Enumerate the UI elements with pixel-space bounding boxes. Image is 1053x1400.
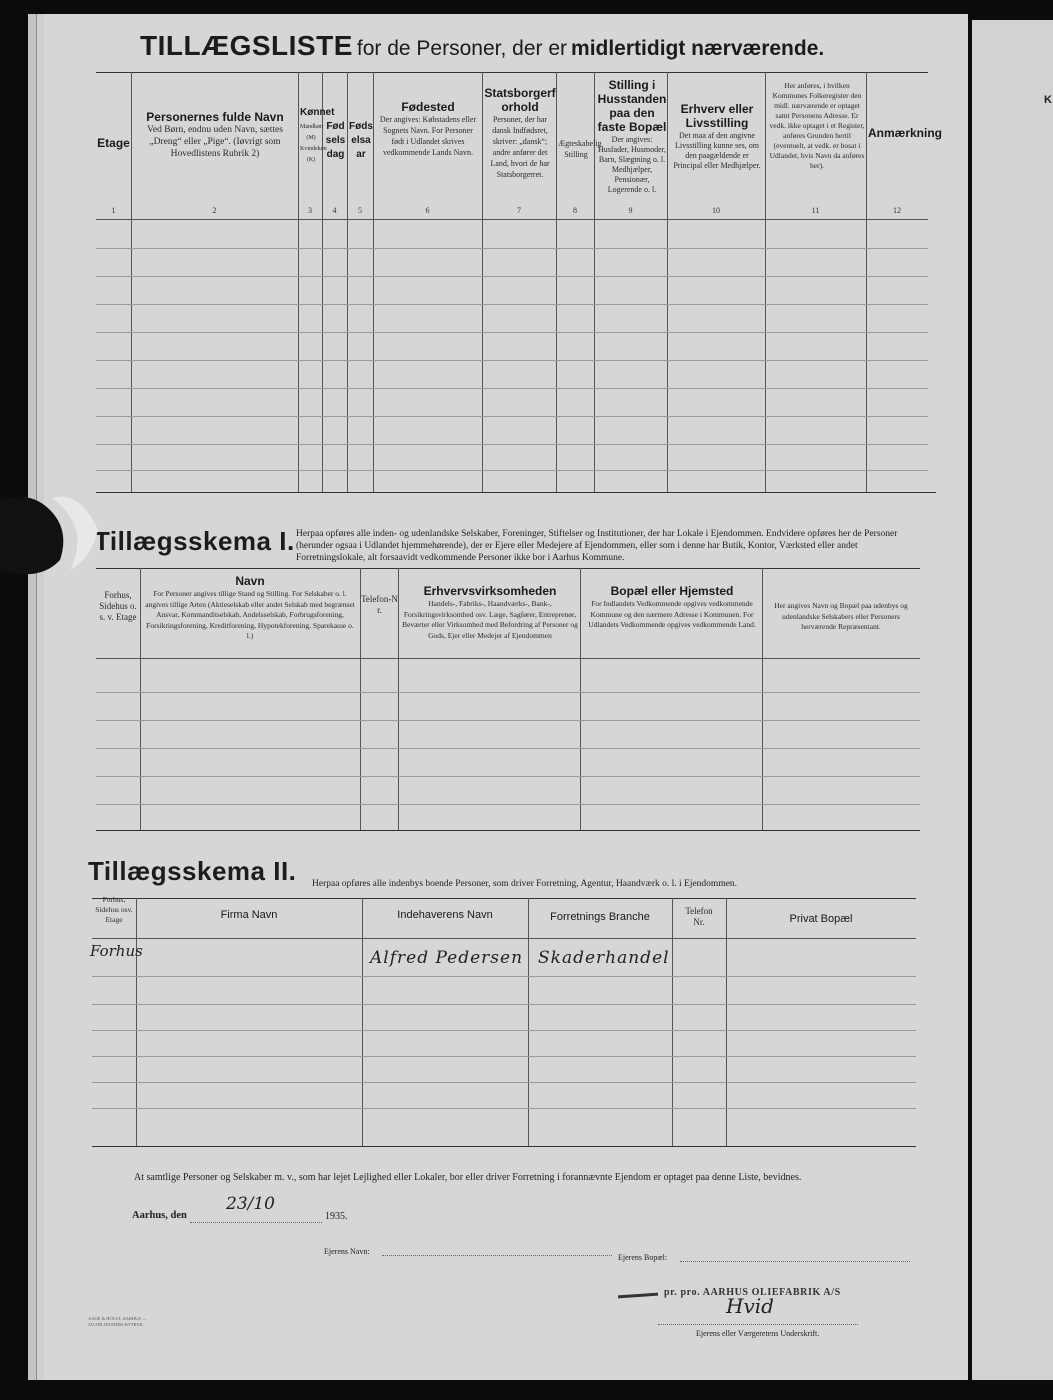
col-anmaerkning: Anmærkning — [868, 126, 943, 140]
s2-row1-indehaver: Alfred Pedersen — [370, 948, 524, 968]
date-handwritten: 23/10 — [226, 1194, 275, 1214]
declaration: At samtlige Personer og Selskaber m. v., som har lejet Lejlighed eller Lokaler, bor eller driver Forretning i forannævnte Ejendom er optaget paa denne Liste, bevidnes. — [134, 1172, 802, 1183]
col-folkeregister: Her anføres, i hvilken Kommunes Folkeregister den midl. nærværende er optaget samt Personens Adresse. Er vedk. ikke optaget i et Register, anføres Grunden hertil (eventuelt, at vedk. er bosat i Udlandet, hvis Navn da anføres her). — [769, 81, 865, 170]
year: 1935. — [325, 1211, 348, 1222]
skema2-title: Tillægsskema II. — [88, 856, 297, 886]
signature-label: Ejerens eller Værgeretens Underskrift. — [696, 1329, 820, 1338]
col-foedselsdag: Fødselsdag — [325, 121, 346, 160]
company-stamp: pr. pro. AARHUS OLIEFABRIK A/S — [664, 1287, 841, 1298]
col-koennet: Kønnet Mandkøn (M) Kvindekøn (K) — [300, 107, 335, 163]
s2-col-telefon: Telefon Nr. — [685, 906, 713, 927]
s1-col-repraesentant: Her angives Navn og Bopæl paa udenbys og udenlandske Selskabers eller Personers herværende Repræsentant. — [774, 601, 908, 631]
col-etage: Etage — [97, 136, 130, 150]
s2-row1-etage: Forhus — [90, 942, 143, 960]
s2-col-bopael: Privat Bopæl — [789, 913, 853, 925]
facing-page: K — [972, 20, 1053, 1380]
page-title: TILLÆGSLISTE for de Personer, der er midlertidigt nærværende. — [140, 30, 825, 61]
s2-col-etage: Forhus, Sidehus osv. Etage — [95, 895, 133, 924]
s2-col-branche: Forretnings Branche — [550, 911, 650, 923]
col-foedested: Fødested Der angives: Købstadens eller Sognets Navn. For Personer født i Udlandet skrives vedkommende Lands Navn. — [379, 100, 477, 157]
printer-imprint: AAGE & HOLST, AARHUS — JACOB ZEUNERS BYTRYK — [88, 1316, 147, 1327]
col-statsborger: Statsborgerforhold Personer, der har dansk Indfødsret, skriver: „dansk“; andre anfører det Land, hvori de har Statsborgerret. — [484, 86, 556, 179]
s1-col-erhverv: Erhvervsvirksomheden Handels-, Fabriks-, Haandværks-, Bank-, Forsikringsvirksomhed osv. Læge, Sagfører, Entreprenør, Beværter eller Virksomhed med Befordring af Personer og Gods, Ejer eller Medejer af Ejendommen — [402, 584, 578, 640]
s2-col-indehaver: Indehaverens Navn — [397, 909, 493, 921]
city-label: Aarhus, den — [132, 1210, 187, 1221]
skema1-title: Tillægsskema I. — [94, 526, 295, 556]
page-edge — [28, 14, 37, 1380]
s1-col-bopael: Bopæl eller Hjemsted For Indlandets Vedkommende opgives vedkommende Kommune og den nærmere Adresse i Kommunen. For Udlandets Vedkommende opgives vedkommende Land. — [588, 584, 756, 629]
s1-col-navn: Navn For Personer angives tillige Stand og Stilling. For Selskaber o. l. angives tillige Arten (Aktieselskab eller andet Selskab med begrænset Ansvar, Kommanditselskab, Andelsselskab, Forbrugsforening, Forsikringsforening, Kreditforening, Hypotekforening, Sparekasse o. l.) — [145, 574, 355, 640]
col-stilling-husstand: Stilling i Husstanden paa den faste Bopæl Der angives: Husfader, Husmoder, Barn, Slægtning o. l. Medhjælper, Pensionær, Logerende o. l. — [597, 78, 667, 194]
col-aegteskab: Ægteskabelig Stilling — [558, 139, 602, 159]
form-page: TILLÆGSLISTE for de Personer, der er midlertidigt nærværende. Etage Personernes fulde Navn Ved Børn, endnu uden Navn, sættes „Dreng“ eller „Pige“. (Iøvrigt som Hovedlistens Rubrik 2) Kønnet Mandkøn (M) Kvindekøn (K) Fødselsdag Fødselsaar Fødested Der angives: Købstadens eller Sognets Navn. For Personer født i Udlandet skrives vedkommende Lands Navn. Statsborgerforhold Personer, der har dansk Indfødsret, skriver: „dansk“; andre anfører det Land, hvori de har Statsborgerret. Ægteskabelig Stilling Stilling i Husstanden paa den faste Bopæl Der angives: Husfader, Husmoder, Barn, Slægtning o. l. Medhjælper, Pensionær, Logerende o. l. Erhverv eller Livsstilling Det maa af den angivne Livsstilling kunne ses, om den paagældende er Principal eller Medhjælper. Her anføres, i hvilken Kommunes Folkeregister den midl. nærværende er optaget samt Personens Adresse. Er vedk. ikke optaget i et Register, anføres Grunden hertil (eventuelt, at vedk. er bosat i Udlandet, hvis Navn da anføres her). Anmærkning 1 2 3 4 5 6 7 8 9 10 11 12 Tillægsskema I. Herpaa opføres alle inden- og udenlandske Selskaber, Foreninger, Stiftelser og Institutioner, der har Lokale i Ejendommen. Endvidere opføres her de Personer (herunder ogsaa i Udlandet hjemmehørende), der er Ejere eller Medejere af Ejendommen, eller som i denne har Butik, Kontor, Værksted eller andet Forretningslokale, alt forsaavidt vedkommende Personer ikke bor i Aarhus Kommune. Forhus, Sidehus o. s. v. Etage Navn For Personer angives tillige Stand og Stilling. For Selskaber o. l. angives tillige Arten (Aktieselskab eller andet Selskab med begrænset Ansvar, Kommanditselskab, Andelsselskab, Forbrugsforening, Forsikringsforening, Kreditforening, Hypotekforening, Sparekasse o. l.) Telefon-Nr. Erhvervsvirksomheden Handels-, Fabriks-, Haandværks-, Bank-, Forsikringsvirksomhed osv. Læge, Sagfører, Entreprenør, Beværter eller Virksomhed med Befordring af Personer og Gods, Ejer eller Medejer af Ejendommen Bopæl eller Hjemsted For Indlandets Vedkommende opgives vedkommende Kommune og den nærmere Adresse i Kommunen. For Udlandets Vedkommende opgives vedkommende Land. Her angives Navn og Bopæl paa udenbys og udenlandske Selskabers eller Personers herværende Repræsentant. Tillægsskema II. Herpaa opføres alle indenbys boende Personer, som driver Forretning, Agentur, Haandværk o. l. i Ejendommen. Forhus, Sidehus osv. Etage Firma Navn Indehaverens Navn Forretnings Branche Telefon Nr. Privat Bopæl Forhus Alfred Pedersen Skaderhandel At samtlige Personer og Selskaber m. v., som har lejet Lejlighed eller Lokaler, bor eller driver Forretning i forannævnte Ejendom er optaget paa denne Liste, bevidnes. Aarhus, den 23/10 1935. Ejerens Navn: Ejerens Bopæl: pr. pro. AARHUS OLIEFABRIK A/S Hvid Ejerens eller Værgeretens Underskrift. AAGE & HOLST, AARHUS — JACOB ZEUNERS BYTRYK — [44, 14, 968, 1380]
skema1-intro: Herpaa opføres alle inden- og udenlandske Selskaber, Foreninger, Stiftelser og Institutioner, der har Lokale i Ejendommen. Endvidere opføres her de Personer (herunder ogsaa i Udlandet hjemmehørende), der er Ejere eller Medejere af Ejendommen, eller som i denne har Butik, Kontor, Værksted eller andet Forretningslokale, alt forsaavidt vedkommende Personer ikke bor i Aarhus Kommune. — [296, 529, 898, 563]
col-foedselsaar: Fødselsaar — [349, 121, 373, 160]
s1-col-etage: Forhus, Sidehus o. s. v. Etage — [99, 590, 137, 622]
signature: Hvid — [726, 1294, 774, 1318]
s2-row1-branche: Skaderhandel — [538, 948, 670, 968]
col-erhverv: Erhverv eller Livsstilling Det maa af den angivne Livsstilling kunne ses, om den paagældende er Principal eller Medhjælper. — [673, 102, 761, 170]
owner-address-label: Ejerens Bopæl: — [618, 1253, 668, 1262]
owner-name-label: Ejerens Navn: — [324, 1247, 370, 1256]
col-navn: Personernes fulde Navn Ved Børn, endnu uden Navn, sættes „Dreng“ eller „Pige“. (Iøvrigt som Hovedlistens Rubrik 2) — [146, 110, 284, 159]
s2-col-firma: Firma Navn — [220, 909, 278, 921]
binder-clip-icon — [0, 490, 100, 580]
skema2-intro: Herpaa opføres alle indenbys boende Personer, som driver Forretning, Agentur, Haandværk o. l. i Ejendommen. — [312, 879, 738, 889]
s1-col-telefon: Telefon-Nr. — [361, 594, 398, 615]
